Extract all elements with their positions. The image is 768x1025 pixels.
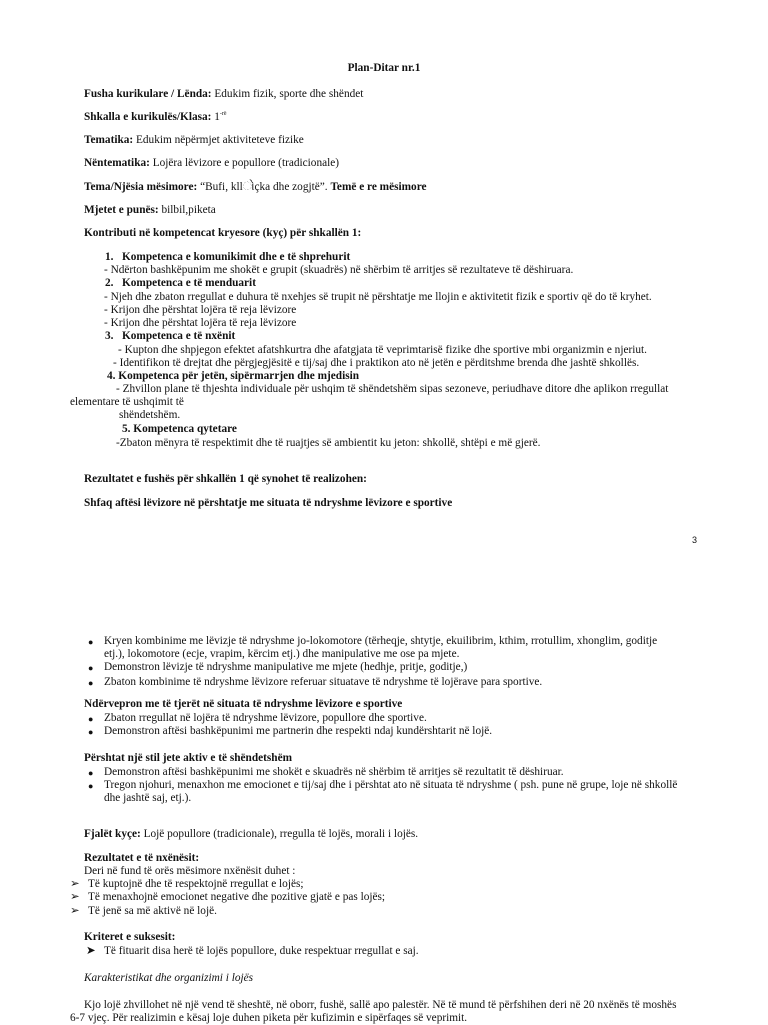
list-item: Të fituarit disa herë të lojës popullore, duke respektuar rregullat e saj. bbox=[104, 945, 419, 957]
keywords: Fjalët kyçe: Lojë popullore (tradicionale), rregulla të lojës, morali i lojës. bbox=[84, 828, 419, 840]
comp2-num: 2. bbox=[105, 277, 114, 289]
page-title: Plan-Ditar nr.1 bbox=[347, 62, 421, 74]
arrow-bullet-icon: ➢ bbox=[70, 905, 80, 917]
list-item: dhe jashtë saj, etj.). bbox=[104, 792, 192, 804]
comp4-line: elementare të ushqimit të bbox=[70, 396, 184, 408]
comp3-num: 3. bbox=[105, 330, 114, 342]
list-item: Demonstron aftësi bashkëpunimi me shokët e skuadrës në shërbim të arritjes së rezultatit të dëshiruar. bbox=[104, 766, 564, 778]
results-subheading: Ndërvepron me të tjerët në situata të ndryshme lëvizore e sportive bbox=[84, 698, 403, 710]
bullet-icon: ● bbox=[88, 714, 94, 724]
comp3-line: - Kupton dhe shpjegon efektet afatshkurtra dhe afatgjata të veprimtarisë fizike dhe sportive mbi organizmin e njeriut. bbox=[118, 344, 647, 356]
comp2-line: - Njeh dhe zbaton rregullat e duhura të nxehjes së trupit në përshtatje me llojin e aktivitetit fizik e sportiv që do të kryhet. bbox=[104, 291, 652, 303]
list-item: Zbaton kombinime të ndryshme lëvizore referuar situatave të ndryshme të lojërave para sportive. bbox=[104, 676, 543, 688]
comp1-num: 1. bbox=[105, 251, 114, 263]
comp4-title: 4. Kompetenca për jetën, sipërmarrjen dhe mjedisin bbox=[107, 370, 360, 382]
arrow-bullet-icon: ➢ bbox=[70, 878, 80, 890]
list-item: Të jenë sa më aktivë në lojë. bbox=[88, 905, 217, 917]
list-item: Zbaton rregullat në lojëra të ndryshme lëvizore, popullore dhe sportive. bbox=[104, 712, 427, 724]
comp3-line: - Identifikon të drejtat dhe përgjegjësitë e tij/saj dhe i praktikon ato në jetën e përditshme brenda dhe jashtë shkollës. bbox=[113, 357, 640, 369]
arrow-bullet-icon: ➢ bbox=[70, 891, 80, 903]
list-item: Të kuptojnë dhe të respektojnë rregullat e lojës; bbox=[88, 878, 304, 890]
comp3-title: Kompetenca e të nxënit bbox=[122, 330, 236, 342]
comp5-line: -Zbaton mënyra të respektimit dhe të ruajtjes së ambientit ku jeton: shkollë, shtëpi e më gjerë. bbox=[116, 437, 541, 449]
meta-tools: Mjetet e punës: bilbil,piketa bbox=[84, 204, 216, 216]
bullet-icon: ● bbox=[88, 663, 94, 673]
game-heading: Karakteristikat dhe organizimi i lojës bbox=[84, 972, 254, 984]
list-item: Demonstron lëvizje të ndryshme manipulative me mjete (hedhje, pritje, goditje,) bbox=[104, 661, 468, 673]
page-number: 3 bbox=[692, 535, 698, 545]
arrow-bullet-icon: ➤ bbox=[86, 945, 96, 957]
bullet-icon: ● bbox=[88, 781, 94, 791]
results-subheading: Shfaq aftësi lëvizore në përshtatje me situata të ndryshme lëvizore e sportive bbox=[84, 497, 453, 509]
comp4-line: - Zhvillon plane të thjeshta individuale për ushqim të shëndetshëm sipas sezoneve, periudhave ditore dhe aplikon rregullat bbox=[116, 383, 669, 395]
comp2-line: - Krijon dhe përshtat lojëra të reja lëvizore bbox=[104, 317, 297, 329]
comp1-line: - Ndërton bashkëpunim me shokët e grupit (skuadrës) në shërbim të arritjes së rezultateve të dëshiruara. bbox=[104, 264, 574, 276]
list-item: Kryen kombinime me lëvizje të ndryshme jo-lokomotore (tërheqje, shtytje, ekuilibrim, kthim, rrotullim, xhonglim, goditje bbox=[104, 635, 658, 647]
meta-grade: Shkalla e kurikulës/Klasa: $1^{-rë}$ bbox=[84, 111, 227, 123]
student-results-heading: Rezultatet e të nxënësit: bbox=[84, 852, 200, 864]
list-item: Tregon njohuri, menaxhon me emocionet e tij/saj dhe i përshtat ato në situata të ndryshme ( psh. pune në grupe, loje në shkollë bbox=[104, 779, 678, 791]
meta-lesson: Tema/Njësia mësimore: “Bufi, kllોçka dhe zogjtë”. Temë e re mësimore bbox=[84, 181, 427, 193]
comp2-line: - Krijon dhe përshtat lojëra të reja lëvizore bbox=[104, 304, 297, 316]
bullet-icon: ● bbox=[88, 678, 94, 688]
meta-subtheme: Nëntematika: Lojëra lëvizore e popullore (tradicionale) bbox=[84, 157, 340, 169]
comp2-title: Kompetenca e të menduarit bbox=[122, 277, 256, 289]
game-paragraph: Kjo lojë zhvillohet në një vend të sheshtë, në oborr, fushë, sallë apo palestër. Në të mund të përfshihen deri në 20 nxënës të moshës bbox=[84, 999, 677, 1011]
results-heading: Rezultatet e fushës për shkallën 1 që synohet të realizohen: bbox=[84, 473, 367, 485]
student-results-intro: Deri në fund të orës mësimore nxënësit duhet : bbox=[84, 865, 296, 877]
bullet-icon: ● bbox=[88, 768, 94, 778]
success-heading: Kriteret e suksesit: bbox=[84, 931, 176, 943]
list-item: Demonstron aftësi bashkëpunimi me partnerin dhe respekti ndaj kundërshtarit në lojë. bbox=[104, 725, 493, 737]
list-item: etj.), lokomotore (ecje, vrapim, kërcim etj.) dhe manipulative me ose pa mjete. bbox=[104, 648, 460, 660]
meta-subject: Fusha kurikulare / Lënda: Edukim fizik, sporte dhe shëndet bbox=[84, 88, 364, 100]
comp4-line: shëndetshëm. bbox=[119, 409, 181, 421]
contrib-heading: Kontributi në kompetencat kryesore (kyç) për shkallën 1: bbox=[84, 227, 362, 239]
game-paragraph: 6-7 vjeç. Për realizimin e kësaj loje duhen piketa për kufizimin e sipërfaqes së veprimit. bbox=[70, 1012, 468, 1024]
comp5-title: 5. Kompetenca qytetare bbox=[122, 423, 237, 435]
meta-theme: Tematika: Edukim nëpërmjet aktiviteteve fizike bbox=[84, 134, 304, 146]
list-item: Të menaxhojnë emocionet negative dhe pozitive gjatë e pas lojës; bbox=[88, 891, 386, 903]
bullet-icon: ● bbox=[88, 727, 94, 737]
results-subheading: Përshtat një stil jete aktiv e të shëndetshëm bbox=[84, 752, 293, 764]
bullet-icon: ● bbox=[88, 637, 94, 647]
comp1-title: Kompetenca e komunikimit dhe e të shprehurit bbox=[122, 251, 351, 263]
